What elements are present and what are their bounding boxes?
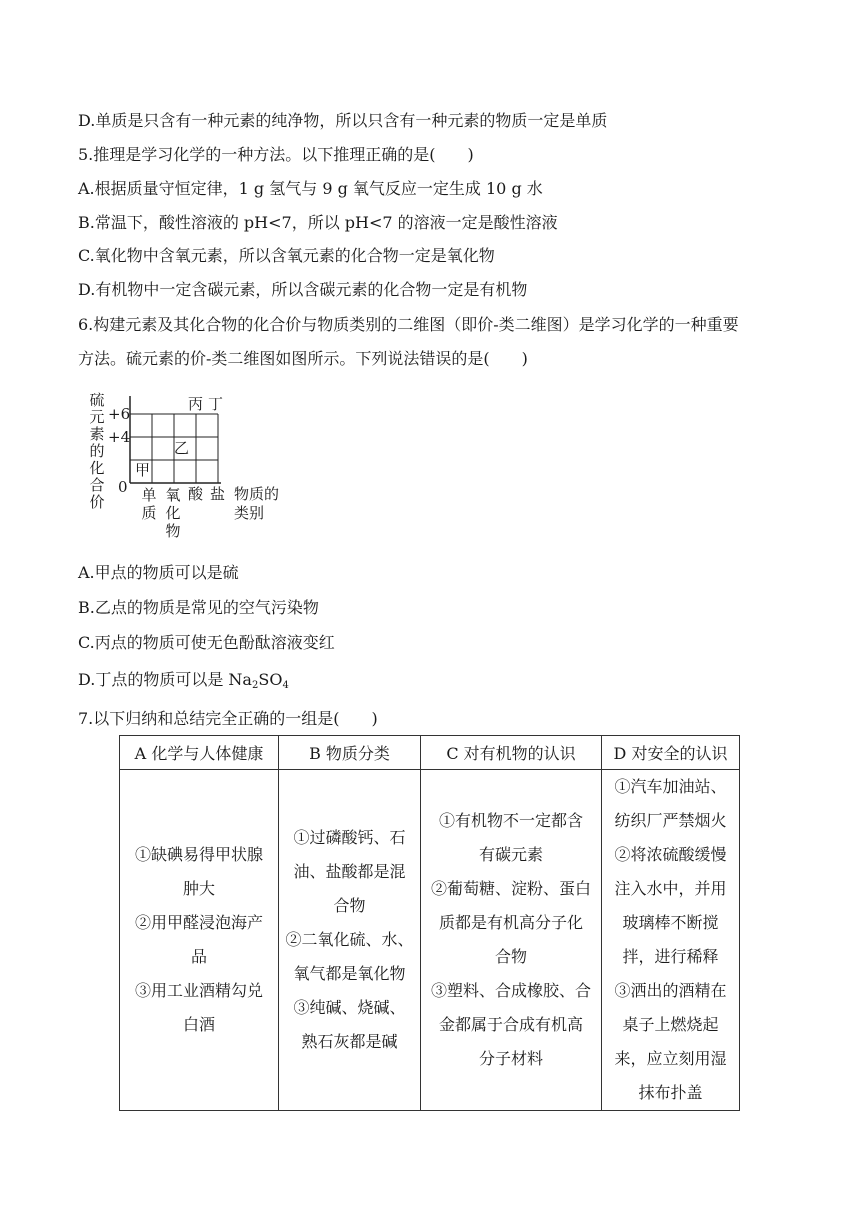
q5-option-a: A.根据质量守恒定律，1 g 氢气与 9 g 氧气反应一定生成 10 g 水 (78, 179, 543, 198)
y-axis-label: 硫元素的化合价 (89, 391, 105, 511)
q5-option-c: C.氧化物中含氧元素，所以含氧元素的化合物一定是氧化物 (78, 246, 495, 265)
q5-option-b: B.常温下，酸性溶液的 pH<7，所以 pH<7 的溶液一定是酸性溶液 (78, 213, 558, 232)
q4-option-d: D.单质是只含有一种元素的纯净物，所以只含有一种元素的物质一定是单质 (78, 111, 608, 130)
cell-c: ①有机物不一定都含 有碳元素 ②葡萄糖、淀粉、蛋白 质都是有机高分子化 合物 ③塑料、合成橡胶、合 金都属于合成有机高 分子材料 (421, 770, 602, 1111)
x-axis-label-2: 类别 (234, 504, 265, 522)
x-cat-acid: 酸 (188, 485, 204, 503)
table-row (120, 770, 740, 1111)
point-bing: 丙 (188, 395, 204, 413)
y-tick-zero: 0 (118, 478, 128, 496)
cell-d: ①汽车加油站、 纺织厂严禁烟火 ②将浓硫酸缓慢 注入水中，并用 玻璃棒不断搅 拌，进行稀释 ③洒出的酒精在 桌子上燃烧起 来，应立刻用湿 抹布扑盖 (602, 770, 740, 1111)
point-jia: 甲 (135, 461, 151, 479)
q5-option-d: D.有机物中一定含碳元素，所以含碳元素的化合物一定是有机物 (78, 280, 528, 299)
q6-stem-line1: 6.构建元素及其化合物的化合价与物质类别的二维图（即价-类二维图）是学习化学的一种重要 (78, 315, 739, 334)
x-axis-label-1: 物质的 (234, 485, 280, 503)
cell-a: ①缺碘易得甲状腺 肿大 ②用甲醛浸泡海产 品 ③用工业酒精勾兑 白酒 (120, 770, 279, 1111)
header-c: C 对有机物的认识 (421, 736, 602, 770)
q6-option-d: D.丁点的物质可以是 $Na_2SO_4$ (78, 670, 289, 691)
header-a: A 化学与人体健康 (120, 736, 279, 770)
q7-options-table (119, 735, 740, 1111)
q7-stem: 7.以下归纳和总结完全正确的一组是( ) (78, 709, 378, 728)
q6-option-c: C.丙点的物质可使无色酚酞溶液变红 (78, 633, 335, 652)
header-d: D 对安全的认识 (602, 736, 740, 770)
header-b: B 物质分类 (279, 736, 421, 770)
point-yi: 乙 (174, 439, 190, 457)
point-ding: 丁 (208, 395, 224, 413)
table-header-row (120, 736, 740, 770)
q6-option-a: A.甲点的物质可以是硫 (78, 563, 239, 582)
sulfur-valence-diagram (86, 384, 306, 544)
x-cat-salt: 盐 (210, 485, 226, 503)
cell-b: ①过磷酸钙、石 油、盐酸都是混 合物 ②二氧化硫、水、 氧气都是氧化物 ③纯碱、烧碱、 熟石灰都是碱 (279, 770, 421, 1111)
y-tick-plus6: +6 (108, 405, 131, 423)
y-tick-plus4: +4 (108, 428, 131, 446)
x-cat-oxide: 氧化物 (165, 486, 181, 540)
q6-option-b: B.乙点的物质是常见的空气污染物 (78, 598, 319, 617)
q5-stem: 5.推理是学习化学的一种方法。以下推理正确的是( ) (78, 145, 474, 164)
x-cat-elemental: 单质 (141, 486, 157, 522)
q6-stem-line2: 方法。硫元素的价-类二维图如图所示。下列说法错误的是( ) (78, 349, 528, 368)
